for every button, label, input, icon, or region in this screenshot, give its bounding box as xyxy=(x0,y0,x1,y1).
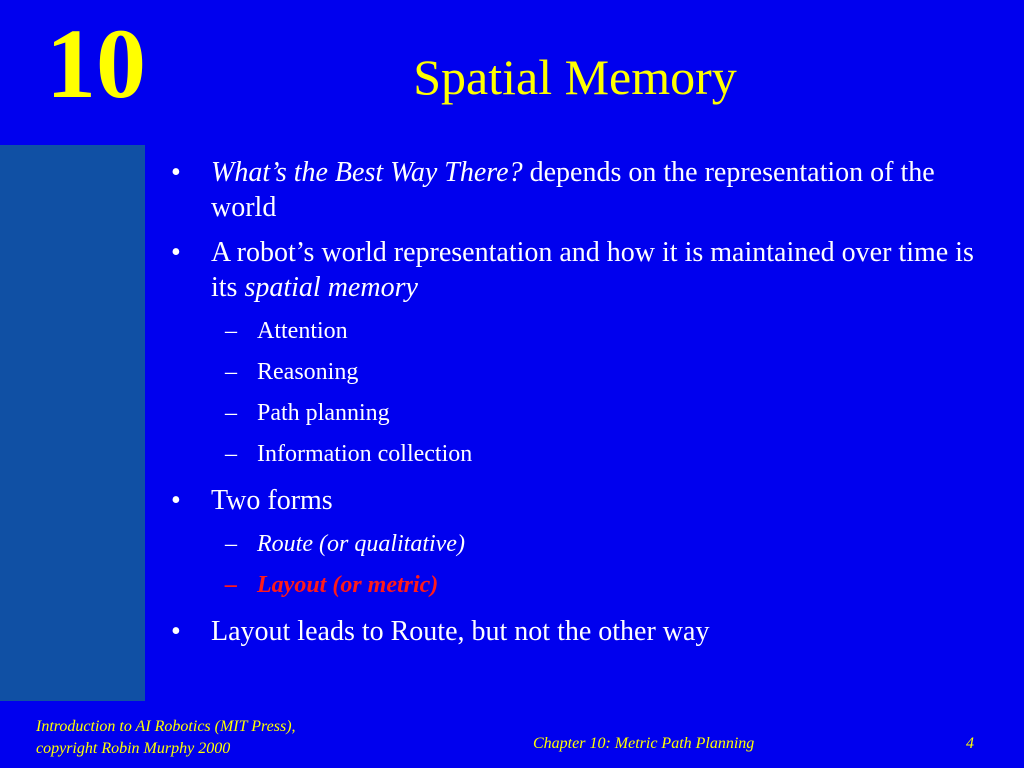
footer-copyright-line2: copyright Robin Murphy 2000 xyxy=(36,740,231,757)
sub-list-two-forms xyxy=(165,524,985,606)
bullet-best-way xyxy=(165,155,985,225)
side-bar-decoration xyxy=(0,145,145,701)
bullet-best-way-text: depends on the representation of the world xyxy=(211,157,935,223)
slide-title: Spatial Memory xyxy=(413,49,737,105)
bullet-layout-leads-route-text: Layout leads to Route, but not the other way xyxy=(211,616,710,647)
footer-copyright-line1: Introduction to AI Robotics (MIT Press), xyxy=(36,718,296,735)
bullet-two-forms-text: Two forms xyxy=(211,485,333,516)
bullet-spatial-memory xyxy=(165,235,985,305)
sub-item-label: Route (or qualitative) xyxy=(257,531,465,557)
dash-marker: – xyxy=(225,572,237,598)
footer-copyright xyxy=(36,716,296,760)
sub-item-reasoning xyxy=(165,352,985,393)
bullet-marker: • xyxy=(171,616,181,647)
bullet-spatial-memory-term: spatial memory xyxy=(244,272,418,303)
sub-item-label: Path planning xyxy=(257,400,390,426)
sub-item-route xyxy=(165,524,985,565)
slide-content xyxy=(165,155,985,659)
chapter-number: 10 xyxy=(46,8,146,119)
dash-marker: – xyxy=(225,531,237,557)
bullet-layout-leads-route xyxy=(165,614,985,649)
bullet-marker: • xyxy=(171,157,181,188)
sub-list-spatial-memory xyxy=(165,311,985,475)
bullet-best-way-question: What’s the Best Way There? xyxy=(211,157,523,188)
sub-item-attention xyxy=(165,311,985,352)
dash-marker: – xyxy=(225,441,237,467)
footer-page-number: 4 xyxy=(966,735,974,752)
bullet-marker: • xyxy=(171,485,181,516)
sub-item-information-collection xyxy=(165,434,985,475)
sub-item-label: Reasoning xyxy=(257,359,359,385)
dash-marker: – xyxy=(225,318,237,344)
footer-chapter: Chapter 10: Metric Path Planning xyxy=(533,735,755,752)
sub-item-label: Attention xyxy=(257,318,348,344)
sub-item-label: Layout (or metric) xyxy=(257,572,439,598)
dash-marker: – xyxy=(225,400,237,426)
bullet-marker: • xyxy=(171,237,181,268)
bullet-two-forms xyxy=(165,483,985,518)
dash-marker: – xyxy=(225,359,237,385)
sub-item-label: Information collection xyxy=(257,441,473,467)
bullet-spatial-memory-text: A robot’s world representation and how it is maintained over time is its xyxy=(211,237,974,303)
sub-item-path-planning xyxy=(165,393,985,434)
sub-item-layout xyxy=(165,565,985,606)
